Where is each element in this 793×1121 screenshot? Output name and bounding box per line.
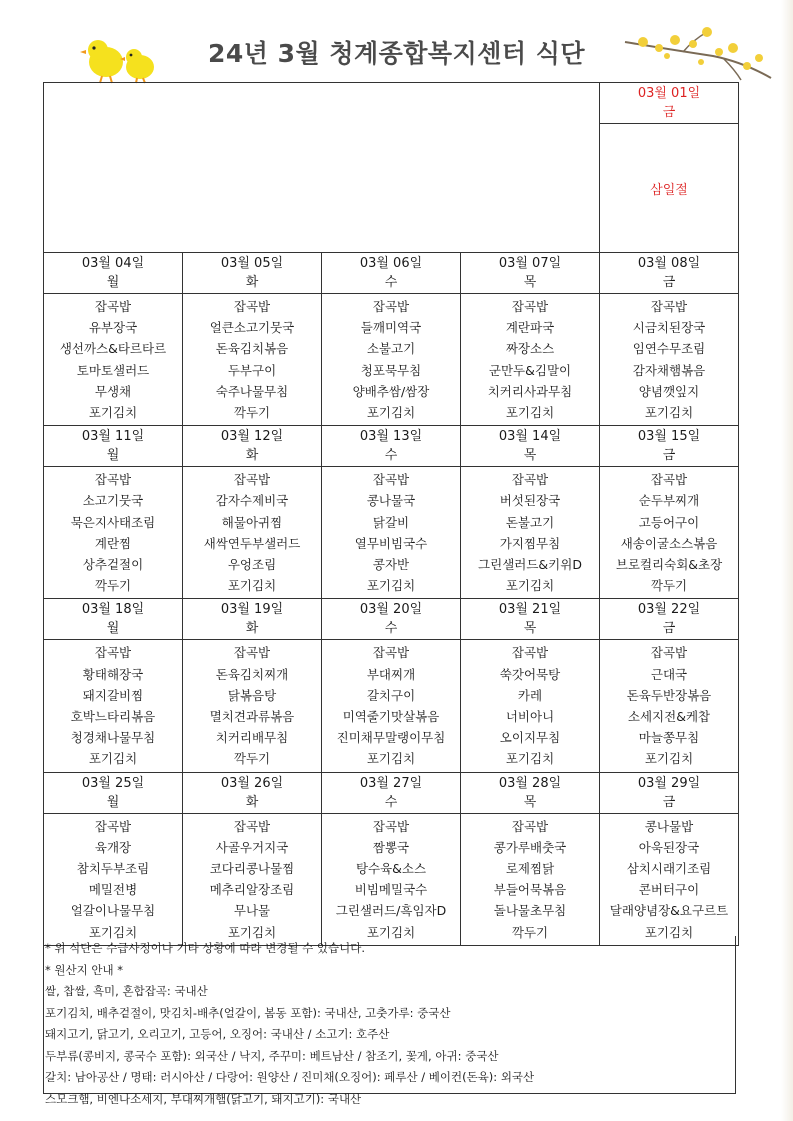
menu-item: 잡곡밥 (94, 645, 132, 661)
menu-item: 계란파국 (505, 320, 555, 336)
menu-item: 로제찜닭 (505, 861, 555, 877)
menu-item: 잡곡밥 (94, 299, 132, 314)
menu-item: 돌나물초무침 (493, 903, 567, 919)
menu-item: 가지찜무침 (499, 535, 561, 551)
menu-item: 쑥갓어묵탕 (499, 666, 561, 682)
day-weekday: 목 (523, 275, 537, 290)
day-header (461, 599, 600, 640)
day-date: 03월 15일 (637, 429, 701, 445)
menu-item: 삼치시래기조림 (626, 861, 712, 877)
day-weekday: 화 (245, 448, 259, 464)
day-menu-cell (44, 467, 183, 599)
day-date: 03월 27일 (359, 775, 423, 791)
day-header (461, 772, 600, 813)
day-header (44, 772, 183, 813)
day-header (183, 772, 322, 813)
note-line: * 위 식단은 수급사정이나 기타 상황에 따라 변경될 수 있습니다. (45, 941, 366, 955)
day-date: 03월 18일 (81, 602, 145, 618)
menu-item: 멸치견과류볶음 (209, 709, 295, 725)
menu-item: 잡곡밥 (511, 299, 549, 314)
menu-item: 청경채나물무침 (70, 730, 156, 746)
menu-item: 돈육김치찌개 (215, 666, 289, 682)
day-weekday: 목 (523, 621, 537, 637)
note-line: 스모크햄, 비엔나소세지, 부대찌개햄(닭고기, 돼지고기): 국내산 (45, 1091, 362, 1106)
menu-item: 돼지갈비찜 (82, 687, 144, 703)
day-date: 03월 08일 (637, 256, 701, 271)
menu-item: 얼큰소고기뭇국 (209, 320, 295, 336)
menu-item: 포기김치 (366, 924, 416, 940)
holiday-weekday: 금 (662, 105, 676, 120)
menu-item: 호박느타리볶음 (70, 709, 156, 725)
menu-item: 버섯된장국 (499, 493, 561, 509)
day-weekday: 수 (384, 794, 398, 810)
day-header (322, 772, 461, 813)
day-menu-cell (600, 813, 739, 945)
menu-item: 깍두기 (94, 578, 132, 594)
menu-item: 닭볶음탕 (227, 687, 277, 703)
holiday-date-header (600, 83, 739, 124)
day-menu-cell (44, 294, 183, 426)
menu-item: 잡곡밥 (650, 299, 688, 314)
page-edge-shadow (781, 0, 793, 1121)
menu-item: 치커리사과무침 (487, 383, 573, 399)
menu-item: 잡곡밥 (650, 645, 688, 661)
menu-item: 메추리알장조림 (209, 882, 295, 898)
day-header (461, 253, 600, 294)
day-menu-cell (600, 294, 739, 426)
menu-item: 얼갈이나물무침 (70, 903, 156, 919)
holiday-label: 삼일절 (650, 182, 688, 198)
day-date: 03월 19일 (220, 602, 284, 618)
day-header (600, 426, 739, 467)
day-menu-cell (183, 640, 322, 772)
menu-item: 계란찜 (94, 535, 132, 551)
day-menu-cell (461, 294, 600, 426)
menu-item: 숙주나물무침 (215, 383, 289, 399)
note-line: 쌀, 찹쌀, 흑미, 혼합잡곡: 국내산 (45, 984, 208, 998)
day-header (322, 253, 461, 294)
day-menu-cell (44, 640, 183, 772)
menu-item: 깍두기 (650, 578, 688, 594)
menu-item: 잡곡밥 (372, 299, 410, 314)
menu-item: 카레 (517, 687, 543, 703)
menu-item: 잡곡밥 (233, 818, 271, 834)
day-date: 03월 21일 (498, 602, 562, 618)
day-date: 03월 05일 (220, 256, 284, 271)
menu-item: 그린샐러드&키위D (478, 557, 582, 573)
day-date: 03월 25일 (81, 775, 145, 791)
menu-item: 치커리배무침 (215, 730, 289, 746)
day-menu-cell (461, 467, 600, 599)
day-weekday: 금 (662, 448, 676, 464)
day-date: 03월 29일 (637, 775, 701, 791)
menu-item: 잡곡밥 (94, 818, 132, 834)
day-menu-cell (183, 813, 322, 945)
day-header (44, 253, 183, 294)
menu-item: 콩가루배춧국 (493, 839, 567, 855)
menu-item: 콩자반 (372, 557, 410, 573)
day-header (322, 426, 461, 467)
menu-item: 깍두기 (233, 405, 271, 421)
menu-item: 포기김치 (644, 924, 694, 940)
menu-item: 잡곡밥 (372, 472, 410, 488)
menu-item: 무나물 (233, 903, 271, 919)
day-menu-cell (461, 813, 600, 945)
menu-item: 포기김치 (644, 751, 694, 767)
menu-item: 고등어구이 (638, 514, 700, 530)
menu-item: 짜장소스 (505, 341, 555, 357)
menu-item: 부대찌개 (366, 666, 416, 682)
day-weekday: 화 (245, 621, 259, 637)
menu-item: 깍두기 (233, 751, 271, 767)
day-menu-cell (461, 640, 600, 772)
menu-item: 포기김치 (644, 405, 694, 421)
menu-item: 너비아니 (505, 709, 555, 725)
note-line: 두부류(콩비지, 콩국수 포함): 외국산 / 낙지, 주꾸미: 베트남산 / 참조기, 꽃게, 아귀: 중국산 (45, 1048, 499, 1063)
menu-item: 들깨미역국 (360, 320, 422, 336)
day-date: 03월 22일 (637, 602, 701, 618)
menu-item: 돈불고기 (505, 514, 555, 530)
menu-item: 탕수육&소스 (355, 861, 427, 877)
menu-item: 아욱된장국 (638, 839, 700, 855)
menu-item: 새송이굴소스볶음 (620, 535, 718, 551)
menu-item: 포기김치 (505, 578, 555, 594)
menu-item: 달래양념장&요구르트 (609, 903, 729, 919)
menu-item: 브로컬리숙회&초장 (615, 557, 723, 573)
menu-item: 잡곡밥 (94, 472, 132, 488)
day-date: 03월 28일 (498, 775, 562, 791)
menu-item: 잡곡밥 (233, 299, 271, 314)
day-weekday: 목 (523, 448, 537, 464)
menu-item: 포기김치 (88, 405, 138, 421)
menu-item: 감자채햄볶음 (632, 362, 706, 378)
day-date: 03월 13일 (359, 429, 423, 445)
note-line: 갈치: 남아공산 / 명태: 러시아산 / 다랑어: 원양산 / 진미채(오징어): 페루산 / 베이컨(돈육): 외국산 (45, 1070, 535, 1084)
menu-item: 순두부찌개 (638, 493, 700, 509)
menu-item: 양념깻잎지 (638, 383, 700, 399)
holiday-cell (600, 124, 739, 253)
menu-item: 잡곡밥 (511, 472, 549, 488)
day-date: 03월 12일 (220, 429, 284, 445)
menu-item: 잡곡밥 (372, 818, 410, 834)
menu-item: 참치두부조림 (76, 861, 150, 877)
menu-item: 소고기뭇국 (82, 493, 144, 509)
day-header (461, 426, 600, 467)
day-menu-cell (600, 467, 739, 599)
menu-item: 잡곡밥 (650, 472, 688, 488)
menu-item: 양배추쌈/쌈장 (352, 383, 430, 399)
day-weekday: 금 (662, 275, 676, 290)
menu-item: 비빔메밀국수 (354, 882, 428, 898)
day-weekday: 수 (384, 621, 398, 637)
menu-item: 토마토샐러드 (76, 362, 150, 378)
day-date: 03월 06일 (359, 256, 423, 271)
notes-section (43, 936, 736, 1106)
day-header (183, 599, 322, 640)
day-menu-cell (322, 640, 461, 772)
day-date: 03월 20일 (359, 602, 423, 618)
menu-item: 새싹연두부샐러드 (203, 535, 301, 551)
menu-item: 잡곡밥 (233, 472, 271, 488)
day-weekday: 금 (662, 794, 676, 810)
menu-item: 청포묵무침 (360, 362, 422, 378)
menu-item: 소불고기 (366, 341, 416, 357)
menu-item: 임연수무조림 (632, 341, 706, 357)
menu-item: 포기김치 (227, 578, 277, 594)
menu-item: 깍두기 (511, 924, 549, 940)
menu-item: 포기김치 (366, 578, 416, 594)
day-date: 03월 04일 (81, 256, 145, 271)
menu-item: 소세지전&케찹 (627, 709, 711, 725)
day-menu-cell (44, 813, 183, 945)
menu-item: 잡곡밥 (233, 645, 271, 661)
menu-item: 포기김치 (505, 405, 555, 421)
menu-item: 콩나물국 (366, 493, 416, 509)
note-line: 포기김치, 배추겉절이, 맛김치-배추(얼갈이, 봄동 포함): 국내산, 고춧가루: 중국산 (45, 1005, 451, 1020)
menu-item: 육개장 (94, 839, 132, 855)
menu-item: 생선까스&타르타르 (59, 341, 167, 357)
menu-item: 갈치구이 (366, 687, 416, 703)
menu-item: 황태해장국 (82, 666, 144, 682)
day-weekday: 금 (662, 621, 676, 637)
menu-item: 감자수제비국 (215, 493, 289, 509)
menu-item: 돈육김치볶음 (215, 341, 289, 357)
menu-item: 오이지무침 (499, 730, 561, 746)
menu-item: 묵은지사태조림 (70, 514, 156, 530)
day-header (44, 426, 183, 467)
menu-item: 돈육두반장볶음 (626, 687, 712, 703)
day-header (600, 599, 739, 640)
menu-item: 포기김치 (88, 751, 138, 767)
menu-item: 군만두&김말이 (488, 362, 572, 378)
menu-item: 닭갈비 (372, 514, 410, 530)
day-header (183, 426, 322, 467)
day-date: 03월 14일 (498, 429, 562, 445)
empty-week-cell (44, 83, 600, 253)
menu-item: 유부장국 (88, 320, 138, 336)
meal-plan-table (43, 82, 739, 946)
day-header (600, 772, 739, 813)
menu-item: 근대국 (650, 666, 688, 682)
day-weekday: 월 (106, 275, 120, 290)
holiday-date: 03월 01일 (637, 86, 701, 101)
menu-item: 잡곡밥 (511, 818, 549, 834)
day-header (322, 599, 461, 640)
menu-item: 콩나물밥 (644, 818, 694, 834)
day-weekday: 목 (523, 794, 537, 810)
menu-item: 그린샐러드/흑임자D (335, 903, 447, 919)
day-header (44, 599, 183, 640)
menu-item: 포기김치 (366, 751, 416, 767)
menu-item: 상추겉절이 (82, 557, 144, 573)
day-date: 03월 07일 (498, 256, 562, 271)
menu-item: 짬뽕국 (372, 839, 410, 855)
day-weekday: 월 (106, 621, 120, 637)
menu-item: 해물아귀찜 (221, 514, 283, 530)
menu-item: 무생채 (94, 383, 132, 399)
menu-item: 부들어묵볶음 (493, 882, 567, 898)
menu-item: 잡곡밥 (372, 645, 410, 661)
day-weekday: 화 (245, 275, 259, 290)
day-weekday: 수 (384, 275, 398, 290)
menu-item: 열무비빔국수 (354, 535, 428, 551)
day-menu-cell (600, 640, 739, 772)
day-header (600, 253, 739, 294)
day-header (183, 253, 322, 294)
day-menu-cell (183, 467, 322, 599)
menu-item: 미역줄기맛살볶음 (342, 709, 440, 725)
menu-item: 포기김치 (366, 405, 416, 421)
page-title: 24년 3월 청계종합복지센터 식단 (207, 39, 586, 68)
menu-item: 콘버터구이 (638, 882, 700, 898)
menu-item: 코다리콩나물찜 (209, 861, 295, 877)
day-date: 03월 26일 (220, 775, 284, 791)
menu-item: 포기김치 (505, 751, 555, 767)
day-menu-cell (322, 813, 461, 945)
day-weekday: 화 (245, 794, 259, 810)
note-line: 돼지고기, 닭고기, 오리고기, 고등어, 오징어: 국내산 / 소고기: 호주산 (45, 1027, 390, 1041)
menu-item: 잡곡밥 (511, 645, 549, 661)
menu-item: 시금치된장국 (632, 320, 706, 336)
menu-item: 포기김치 (88, 924, 138, 940)
menu-item: 마늘쫑무침 (638, 730, 700, 746)
day-weekday: 수 (384, 448, 398, 464)
day-weekday: 월 (106, 448, 120, 464)
menu-item: 두부구이 (227, 362, 277, 378)
menu-item: 진미채무말랭이무침 (336, 730, 446, 746)
day-menu-cell (322, 467, 461, 599)
day-menu-cell (183, 294, 322, 426)
note-line: * 원산지 안내 * (45, 962, 124, 977)
day-date: 03월 11일 (81, 429, 145, 445)
menu-item: 사골우거지국 (215, 839, 289, 855)
menu-item: 포기김치 (227, 924, 277, 940)
menu-item: 메밀전병 (88, 882, 138, 898)
menu-item: 우엉조림 (227, 557, 277, 573)
day-weekday: 월 (106, 794, 120, 810)
day-menu-cell (322, 294, 461, 426)
